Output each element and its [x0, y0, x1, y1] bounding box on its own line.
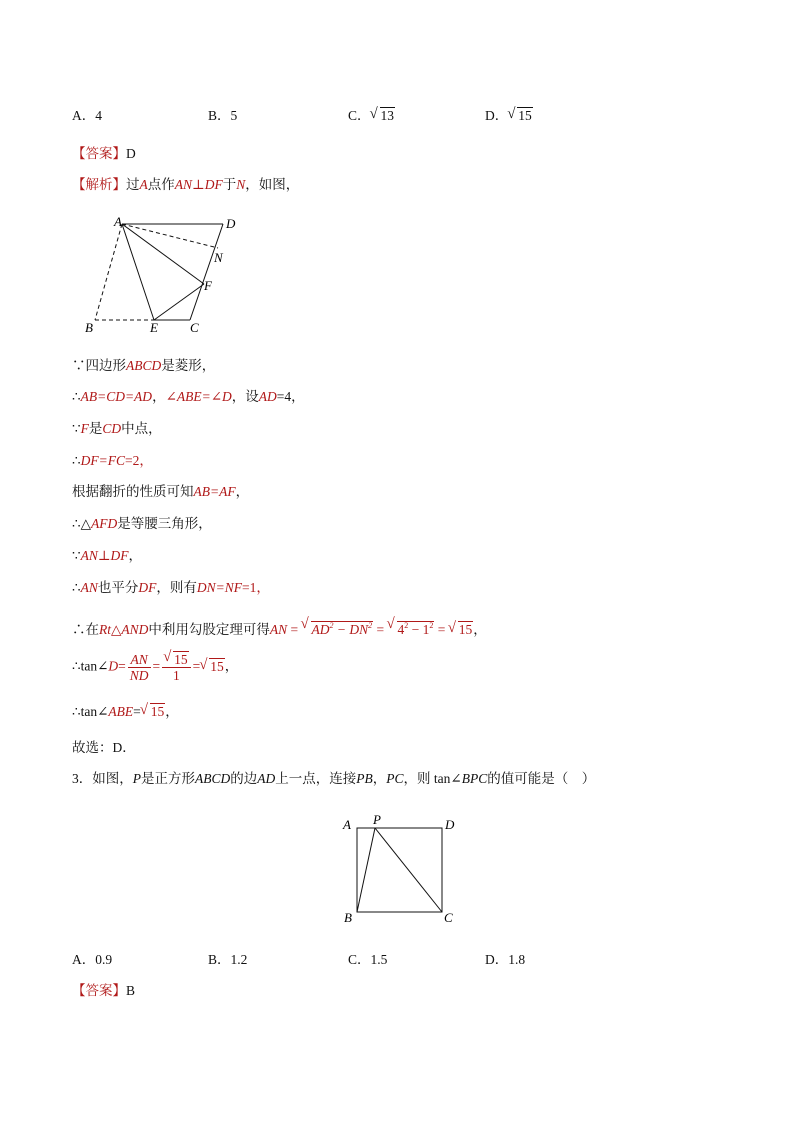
rhombus-figure	[80, 212, 250, 337]
step-7: ∵AN⊥DF，	[72, 548, 143, 563]
label-F: F	[204, 278, 212, 293]
label-D: D	[226, 216, 236, 231]
q3-option-b: B．1.2	[208, 952, 248, 967]
segment-PC	[375, 828, 442, 912]
edge-AN	[122, 224, 218, 248]
q2-answer: 【答案】D	[72, 146, 136, 161]
edge-DC	[190, 224, 223, 320]
label-C: C	[444, 910, 453, 925]
step-12-choice: 故选：D．	[72, 740, 136, 755]
q3-answer: 【答案】B	[72, 983, 136, 998]
step-6: ∴△AFD是等腰三角形，	[72, 516, 212, 531]
q2-option-d: D．√ 15	[485, 107, 533, 125]
step-1: ∵四边形ABCD是菱形，	[72, 358, 216, 373]
q3-option-d: D．1.8	[485, 952, 526, 967]
edge-AE	[122, 224, 154, 320]
q2-option-b: B．5	[208, 108, 238, 123]
step-11-tan-abe: ∴tan∠ABE=√ 15，	[72, 703, 179, 721]
edge-AF	[122, 224, 204, 284]
step-10-tan-d: ∴tan∠D= $\frac{AN}{ND}$ = √ $\frac{15}{1}$ =√ 15，	[72, 652, 238, 683]
step-9-pythagoras: ∴在Rt△AND中利用勾股定理可得AN = √ $AD^2 - DN^2$ = √ $4^2 - 1^2$ = √ 15，	[72, 617, 487, 639]
edge-AB	[95, 224, 122, 320]
q2-option-c: C．√ 13	[348, 107, 395, 125]
step-3: ∵F是CD中点，	[72, 421, 162, 436]
label-D: D	[445, 817, 455, 832]
q3-option-c: C．1.5	[348, 952, 388, 967]
label-P: P	[373, 812, 381, 827]
step-8: ∴AN也平分DF，则有DN=NF=1，	[72, 580, 270, 595]
segment-PB	[357, 828, 375, 912]
label-A: A	[343, 817, 351, 832]
label-B: B	[344, 910, 352, 925]
step-5: 根据翻折的性质可知AB=AF，	[72, 484, 250, 499]
q2-option-a: A．4	[72, 108, 102, 123]
label-E: E	[150, 320, 158, 335]
square-figure	[338, 812, 463, 927]
q2-analysis-intro: 【解析】过A点作AN⊥DF于N，如图，	[72, 177, 300, 192]
q3-option-a: A．0.9	[72, 952, 113, 967]
label-B: B	[85, 320, 93, 335]
label-C: C	[190, 320, 199, 335]
step-4: ∴DF=FC=2，	[72, 453, 153, 468]
square-ABCD	[357, 828, 442, 912]
label-A: A	[114, 214, 122, 229]
label-N: N	[214, 250, 223, 265]
step-2: ∴AB=CD=AD，∠ABE=∠D，设AD=4，	[72, 389, 305, 404]
q3-stem: 3．如图，P是正方形ABCD的边AD上一点，连接PB，PC，则 tan∠BPC的值可能是（ ）	[72, 771, 596, 786]
